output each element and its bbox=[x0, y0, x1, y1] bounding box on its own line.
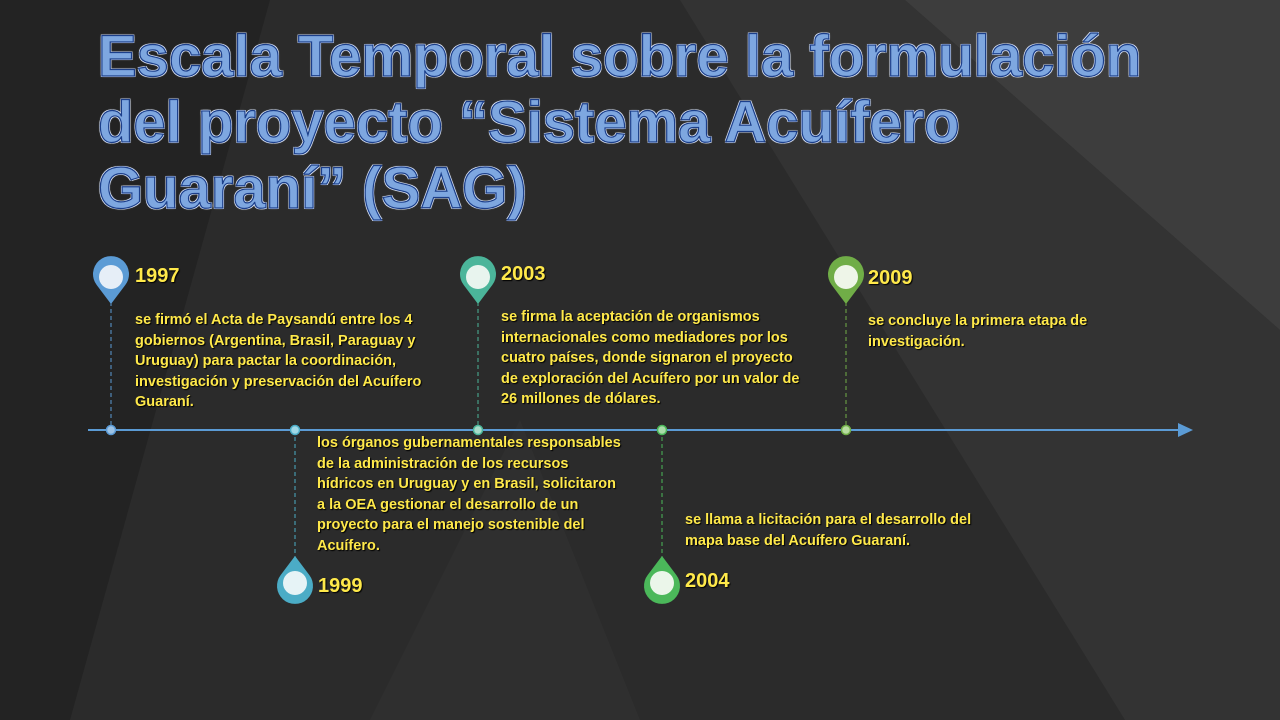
milestone-2004 bbox=[644, 426, 680, 604]
milestone-2003 bbox=[460, 256, 496, 434]
pin-1997-inner bbox=[99, 265, 123, 289]
pin-2003-inner bbox=[466, 265, 490, 289]
axis-dot-2004 bbox=[658, 426, 667, 435]
year-label-2003: 2003 bbox=[501, 263, 546, 285]
axis-dot-1997 bbox=[107, 426, 116, 435]
year-label-2009: 2009 bbox=[868, 267, 913, 289]
pin-1999-inner bbox=[283, 571, 307, 595]
axis-dot-1999 bbox=[291, 426, 300, 435]
event-description-2009: se concluye la primera etapa de investigación. bbox=[868, 313, 1088, 350]
pin-2009-inner bbox=[834, 265, 858, 289]
axis-dot-2009 bbox=[842, 426, 851, 435]
year-label-2004: 2004 bbox=[685, 570, 730, 592]
pin-2004-inner bbox=[650, 571, 674, 595]
event-description-2003: se firma la aceptación de organismos internacionales como mediadores por los cuatro países, donde signaron el proyecto de exploración del Acuífero por un valor de 26 millones de dólares. bbox=[501, 309, 800, 407]
year-label-1997: 1997 bbox=[135, 265, 180, 287]
page-title: Escala Temporal sobre la formulación del proyecto “Sistema Acuífero Guaraní” (SAG) bbox=[98, 24, 1142, 221]
year-label-1999: 1999 bbox=[318, 575, 363, 597]
milestone-1999 bbox=[277, 426, 313, 604]
event-description-1999: los órganos gubernamentales responsables de la administración de los recursos hídricos en Uruguay y en Brasil, solicitaron a la OEA gestionar el desarrollo de un proyecto para el manejo sostenible del Acuífero. bbox=[317, 435, 621, 554]
milestone-2009 bbox=[828, 256, 864, 434]
milestone-1997 bbox=[93, 256, 129, 434]
event-description-2004: se llama a licitación para el desarrollo del mapa base del Acuífero Guaraní. bbox=[685, 512, 972, 549]
axis-arrowhead bbox=[1178, 423, 1193, 437]
event-description-1997: se firmó el Acta de Paysandú entre los 4 gobiernos (Argentina, Brasil, Paraguay y Uruguay) para pactar la coordinación, investigación y preservación del Acuífero Guaraní. bbox=[135, 312, 422, 410]
